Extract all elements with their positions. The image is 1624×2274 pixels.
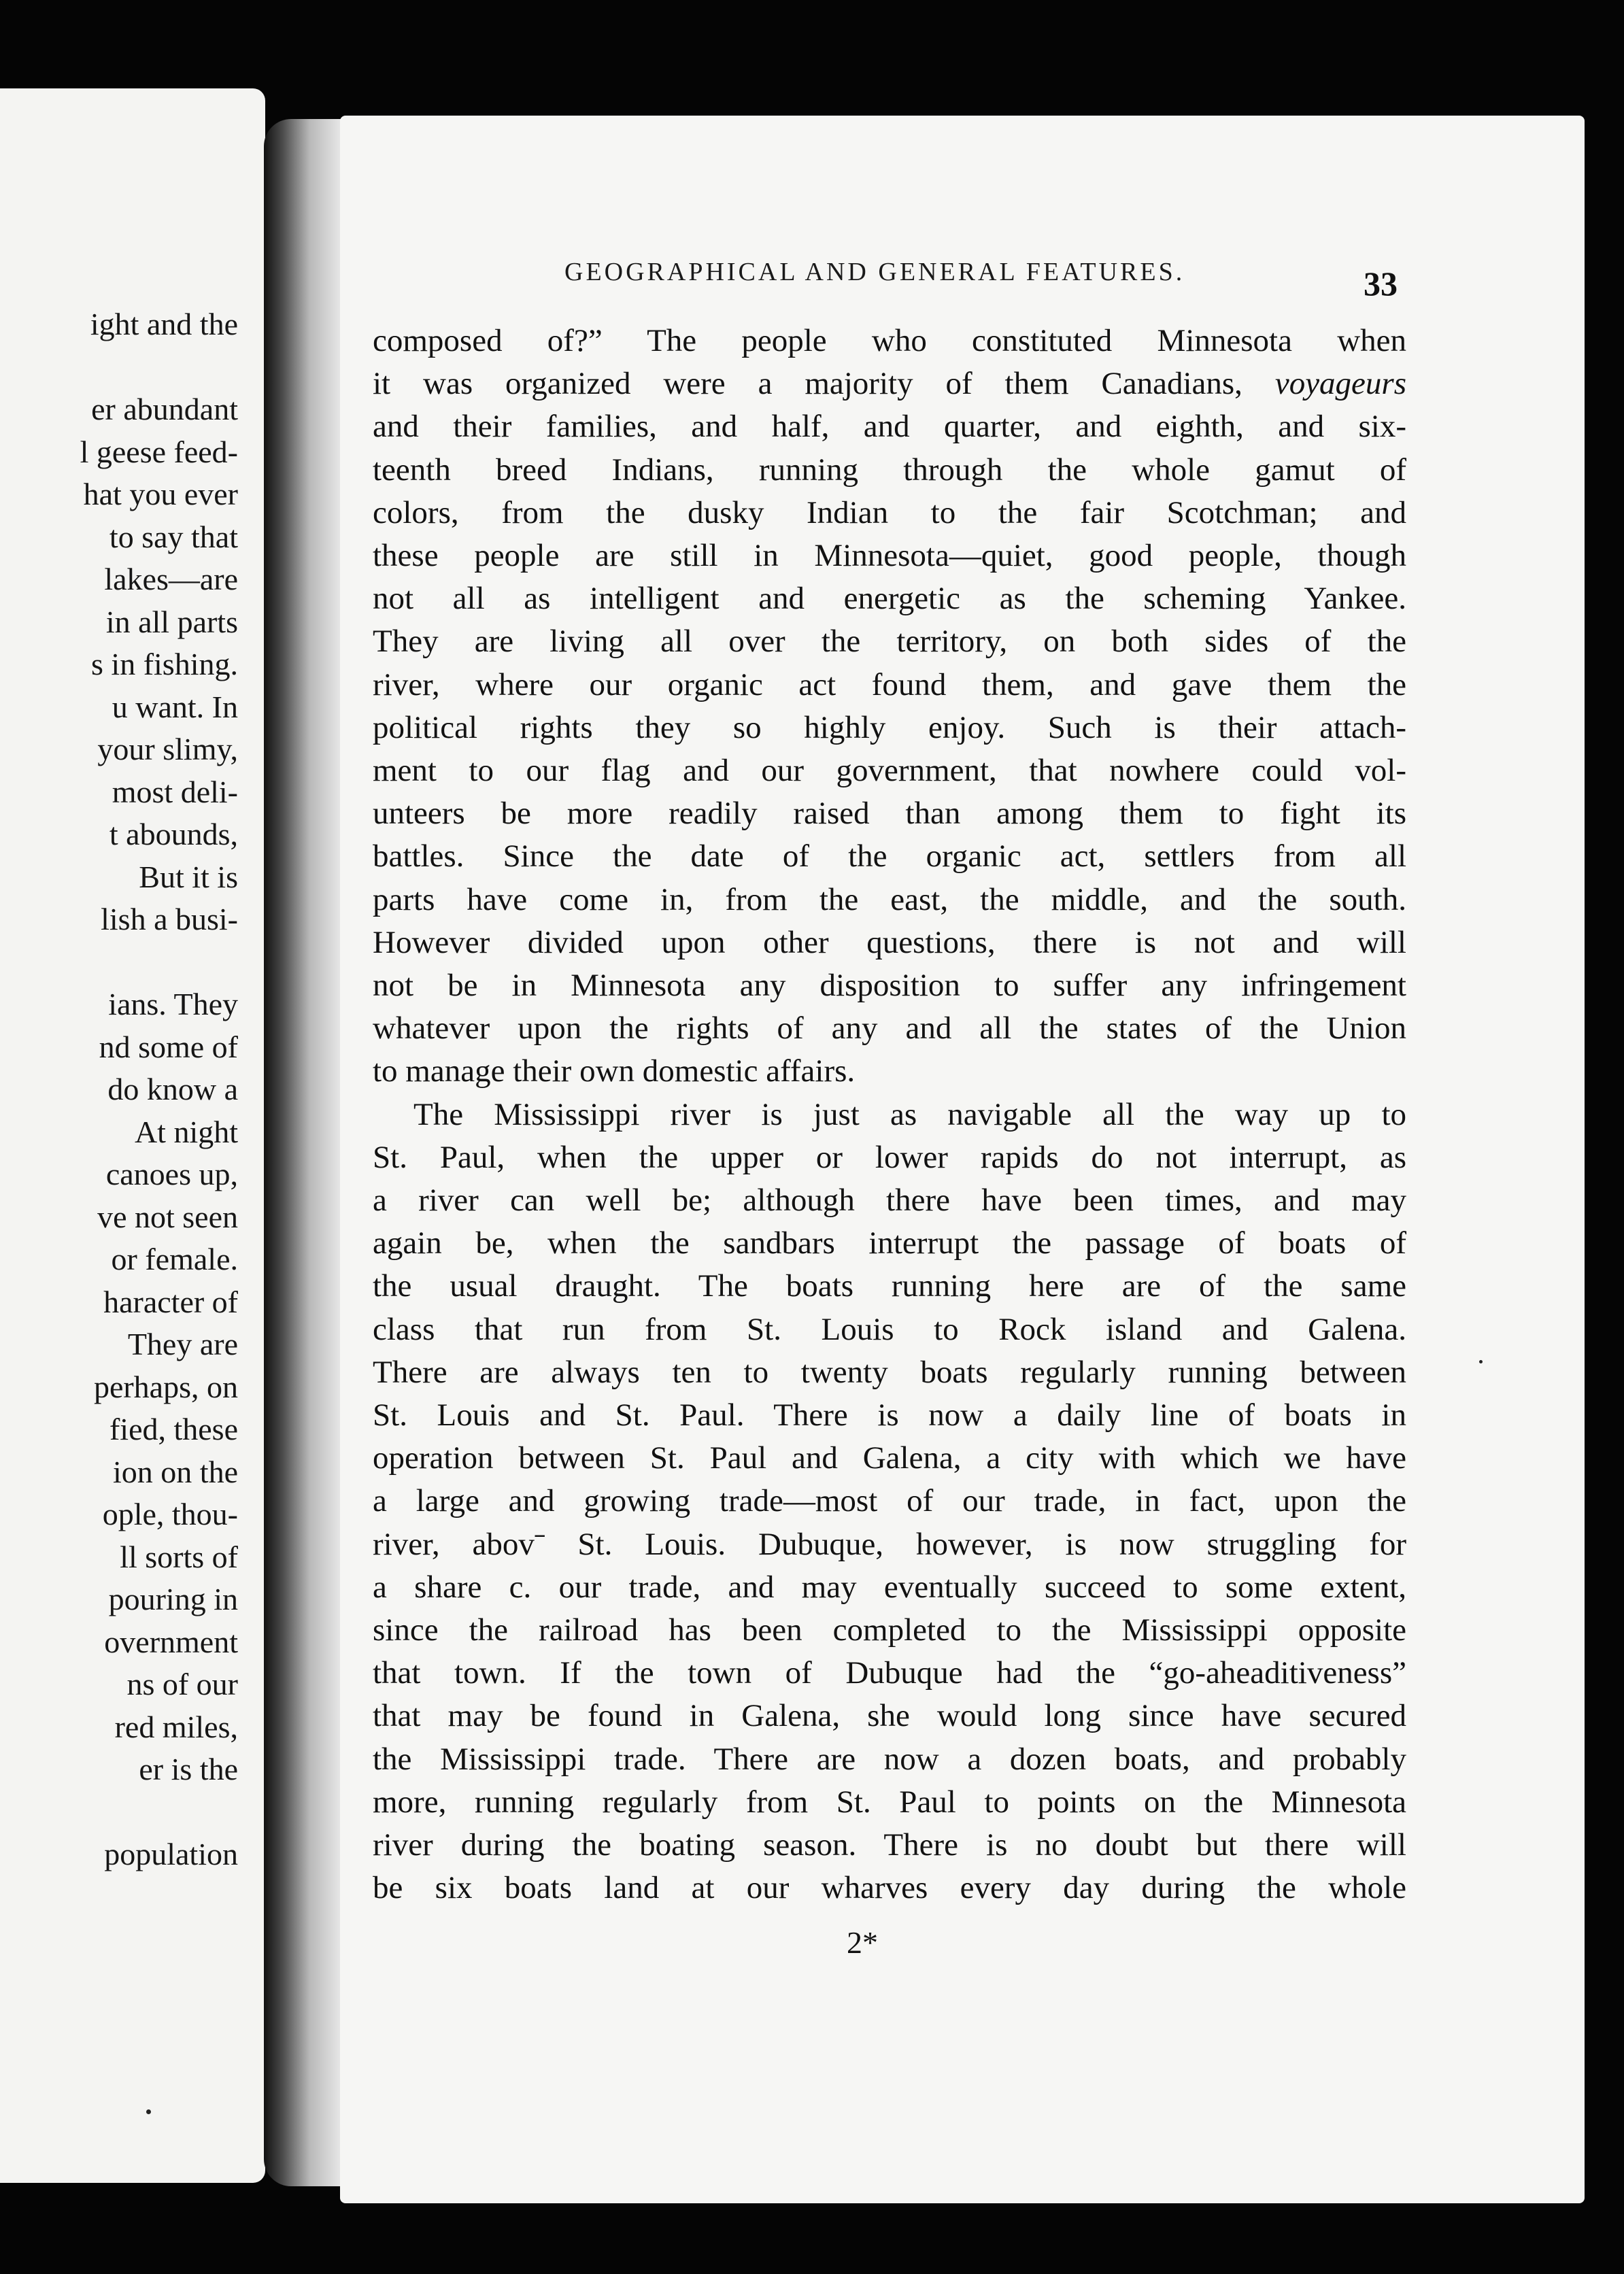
body-line: a share c. our trade, and may eventually succeed to some extent,: [373, 1569, 1406, 1605]
left-page-line: overnment: [104, 1624, 238, 1659]
left-page-line: t abounds,: [109, 817, 238, 851]
running-head: GEOGRAPHICAL AND GENERAL FEATURES.: [564, 258, 1185, 286]
left-page-line: or female.: [111, 1242, 238, 1276]
left-page-line: pouring in: [108, 1582, 238, 1616]
body-line: St. Paul, when the upper or lower rapids do not interrupt, as: [373, 1139, 1406, 1175]
left-page-line: lish a busi-: [101, 902, 238, 936]
left-page-line: perhaps, on: [93, 1369, 238, 1404]
left-page-line: ople, thou-: [102, 1497, 238, 1531]
body-line: not be in Minnesota any disposition to suffer any infringement: [373, 968, 1406, 1003]
body-line: unteers be more readily raised than among them to fight its: [373, 796, 1406, 832]
left-page-line: ight and the: [90, 307, 238, 341]
body-line: whatever upon the rights of any and all the states of the Union: [373, 1011, 1406, 1047]
body-line: river, where our organic act found them, and gave them the: [373, 666, 1406, 702]
body-line: it was organized were a majority of them Canadians, voyageurs: [373, 366, 1406, 402]
body-line: The Mississippi river is just as navigable all the way up to: [413, 1096, 1406, 1132]
signature-mark: 2*: [847, 1925, 878, 1960]
left-page-line: ns of our: [126, 1667, 238, 1701]
left-page-line: in all parts: [105, 604, 238, 639]
body-line: They are living all over the territory, on both sides of the: [373, 624, 1406, 660]
left-page-line: hat you ever: [83, 477, 238, 511]
body-line: a river can well be; although there have been times, and may: [373, 1183, 1406, 1218]
left-page-line: At night: [134, 1114, 238, 1149]
body-line: operation between St. Paul and Galena, a city with which we have: [373, 1440, 1406, 1476]
body-line: political rights they so highly enjoy. Such is their attach-: [373, 709, 1406, 745]
body-line: that town. If the town of Dubuque had the “go-aheaditiveness”: [373, 1655, 1406, 1691]
body-line: teenth breed Indians, running through the whole gamut of: [373, 452, 1406, 488]
left-page-line: canoes up,: [105, 1157, 238, 1191]
body-line: the usual draught. The boats running here are of the same: [373, 1268, 1406, 1304]
left-page-line: But it is: [139, 859, 238, 894]
body-line: that may be found in Galena, she would long since have secured: [373, 1698, 1406, 1734]
body-line: class that run from St. Louis to Rock island and Galena.: [373, 1311, 1406, 1347]
italic-word: voyageurs: [1274, 366, 1406, 402]
left-page-line: your slimy,: [97, 732, 238, 766]
left-page-line: ion on the: [113, 1454, 238, 1489]
speck: [1479, 1360, 1483, 1363]
body-line: to manage their own domestic affairs.: [373, 1053, 856, 1089]
body-line: river, abovˉ St. Louis. Dubuque, however, is now struggling for: [373, 1526, 1406, 1562]
speck: [146, 2109, 151, 2114]
left-page-line: red miles,: [114, 1709, 238, 1744]
left-page-line: s in fishing.: [91, 647, 238, 681]
left-page-line: lakes—are: [104, 562, 238, 596]
body-line: these people are still in Minnesota—quiet, good people, though: [373, 538, 1406, 573]
body-line: river during the boating season. There is no doubt but there will: [373, 1827, 1406, 1863]
body-line: colors, from the dusky Indian to the fair Scotchman; and: [373, 494, 1406, 530]
body-line: a large and growing trade—most of our trade, in fact, upon the: [373, 1483, 1406, 1519]
left-page-line: ve not seen: [97, 1199, 238, 1234]
left-page-line: They are: [127, 1327, 238, 1361]
body-line: St. Louis and St. Paul. There is now a daily line of boats in: [373, 1397, 1406, 1433]
body-line: However divided upon other questions, there is not and will: [373, 924, 1406, 960]
left-page: [0, 88, 265, 2183]
body-line: composed of?” The people who constituted Minnesota when: [373, 323, 1406, 358]
body-line: battles. Since the date of the organic act, settlers from all: [373, 838, 1406, 875]
left-page-line: do know a: [107, 1072, 238, 1106]
body-line: the Mississippi trade. There are now a dozen boats, and probably: [373, 1741, 1406, 1777]
body-line: and their families, and half, and quarter, and eighth, and six-: [373, 409, 1406, 445]
left-page-line: l geese feed-: [80, 434, 238, 469]
body-line: not all as intelligent and energetic as the scheming Yankee.: [373, 581, 1406, 617]
left-page-line: population: [104, 1837, 238, 1871]
body-line: ment to our flag and our government, that nowhere could vol-: [373, 753, 1406, 788]
body-line: be six boats land at our wharves every day during the whole: [373, 1870, 1406, 1906]
left-page-line: most deli-: [112, 774, 238, 809]
body-line: parts have come in, from the east, the middle, and the south.: [373, 881, 1406, 917]
left-page-line: haracter of: [103, 1284, 238, 1319]
left-page-line: er abundant: [91, 392, 238, 426]
left-page-line: ians. They: [108, 987, 238, 1021]
left-page-line: ll sorts of: [120, 1539, 238, 1574]
left-page-line: nd some of: [99, 1029, 238, 1064]
body-line: more, running regularly from St. Paul to points on the Minnesota: [373, 1784, 1406, 1820]
body-line: There are always ten to twenty boats regularly running between: [373, 1354, 1406, 1390]
page-number: 33: [1364, 265, 1398, 303]
body-line: again be, when the sandbars interrupt the passage of boats of: [373, 1225, 1406, 1261]
body-line: since the railroad has been completed to the Mississippi opposite: [373, 1612, 1406, 1648]
left-page-line: fied, these: [109, 1412, 238, 1446]
left-page-line: er is the: [139, 1752, 238, 1786]
left-page-line: u want. In: [112, 689, 238, 724]
left-page-line: to say that: [109, 519, 238, 554]
